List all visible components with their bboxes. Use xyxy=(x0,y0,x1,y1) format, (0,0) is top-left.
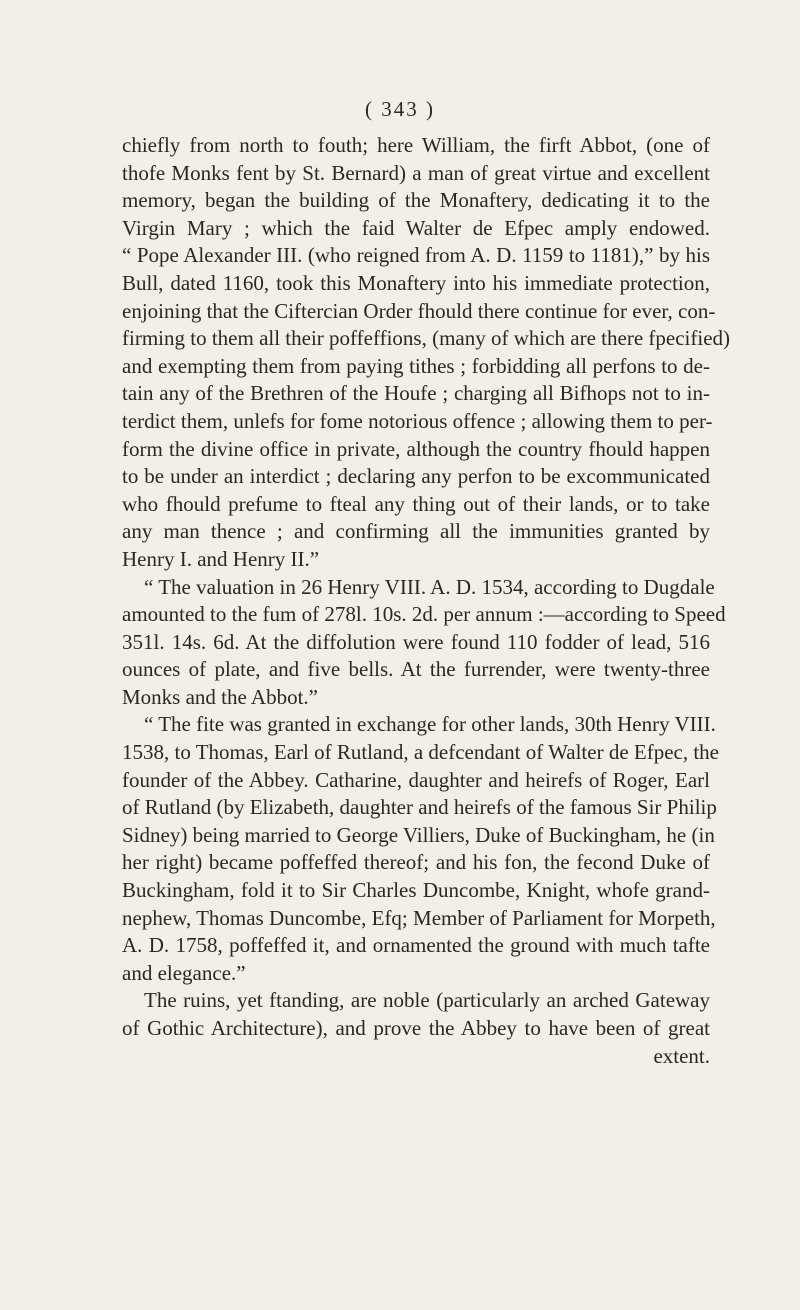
text-line: enjoining that the Ciftercian Order fhould there continue for ever, con- xyxy=(122,298,716,323)
text-line: nephew, Thomas Duncombe, Efq; Member of Parliament for Morpeth, xyxy=(122,905,716,930)
text-line: founder of the Abbey. Catharine, daughter and heirefs of Roger, Earl xyxy=(122,767,710,792)
body-text xyxy=(122,132,731,1070)
text-line: “ Pope Alexander III. (who reigned from A. D. 1159 to 1181),” by his xyxy=(122,243,710,268)
text-line: extent. xyxy=(653,1043,710,1068)
text-line: “ The valuation in 26 Henry VIII. A. D. 1534, according to Dugdale xyxy=(144,574,715,599)
text-line: of Gothic Architecture), and prove the Abbey to have been of great xyxy=(122,1016,710,1040)
text-line: Monks and the Abbot.” xyxy=(122,684,318,709)
text-line: thofe Monks fent by St. Bernard) a man of great virtue and excellent xyxy=(122,160,710,185)
text-line: “ The fite was granted in exchange for other lands, 30th Henry VIII. xyxy=(144,712,716,737)
text-line: of Rutland (by Elizabeth, daughter and heirefs of the famous Sir Philip xyxy=(122,795,717,820)
text-line: Virgin Mary ; which the faid Walter de Efpec amply endowed. xyxy=(122,215,710,240)
text-line: Bull, dated 1160, took this Monaftery into his immediate protection, xyxy=(122,270,710,295)
text-line: Buckingham, fold it to Sir Charles Duncombe, Knight, whofe grand- xyxy=(122,878,710,903)
text-line: chiefly from north to fouth; here William, the firft Abbot, (one of xyxy=(122,133,710,157)
text-line: to be under an interdict ; declaring any perfon to be excommunicated xyxy=(122,464,710,489)
text-line: memory, began the building of the Monaftery, dedicating it to the xyxy=(122,188,710,213)
text-line: The ruins, yet ftanding, are noble (particularly an arched Gateway xyxy=(144,988,710,1013)
text-line: amounted to the fum of 278l. 10s. 2d. per annum :—according to Speed xyxy=(122,602,726,627)
text-line: and elegance.” xyxy=(122,960,246,985)
page-number: ( 343 ) xyxy=(365,97,435,121)
text-line: ounces of plate, and five bells. At the furrender, were twenty-three xyxy=(122,657,710,682)
text-line: and exempting them from paying tithes ; forbidding all perfons to de- xyxy=(122,353,710,378)
text-line: 1538, to Thomas, Earl of Rutland, a defcendant of Walter de Efpec, the xyxy=(122,740,720,765)
text-line: Sidney) being married to George Villiers, Duke of Buckingham, he (in xyxy=(122,822,715,847)
text-line: A. D. 1758, poffeffed it, and ornamented the ground with much tafte xyxy=(122,933,710,958)
text-line: any man thence ; and confirming all the immunities granted by xyxy=(122,519,710,544)
text-line: 351l. 14s. 6d. At the diffolution were found 110 fodder of lead, 516 xyxy=(122,629,710,654)
text-line: Henry I. and Henry II.” xyxy=(122,546,320,571)
text-line: terdict them, unlefs for fome notorious offence ; allowing them to per- xyxy=(122,408,713,433)
text-line: tain any of the Brethren of the Houfe ; charging all Bifhops not to in- xyxy=(122,381,710,406)
text-line: firming to them all their poffeffions, (many of which are there fpecified) xyxy=(122,326,731,351)
text-line: her right) became poffeffed thereof; and his fon, the fecond Duke of xyxy=(122,850,710,875)
text-line: who fhould prefume to fteal any thing out of their lands, or to take xyxy=(122,491,710,516)
text-line: form the divine office in private, although the country fhould happen xyxy=(122,436,710,461)
